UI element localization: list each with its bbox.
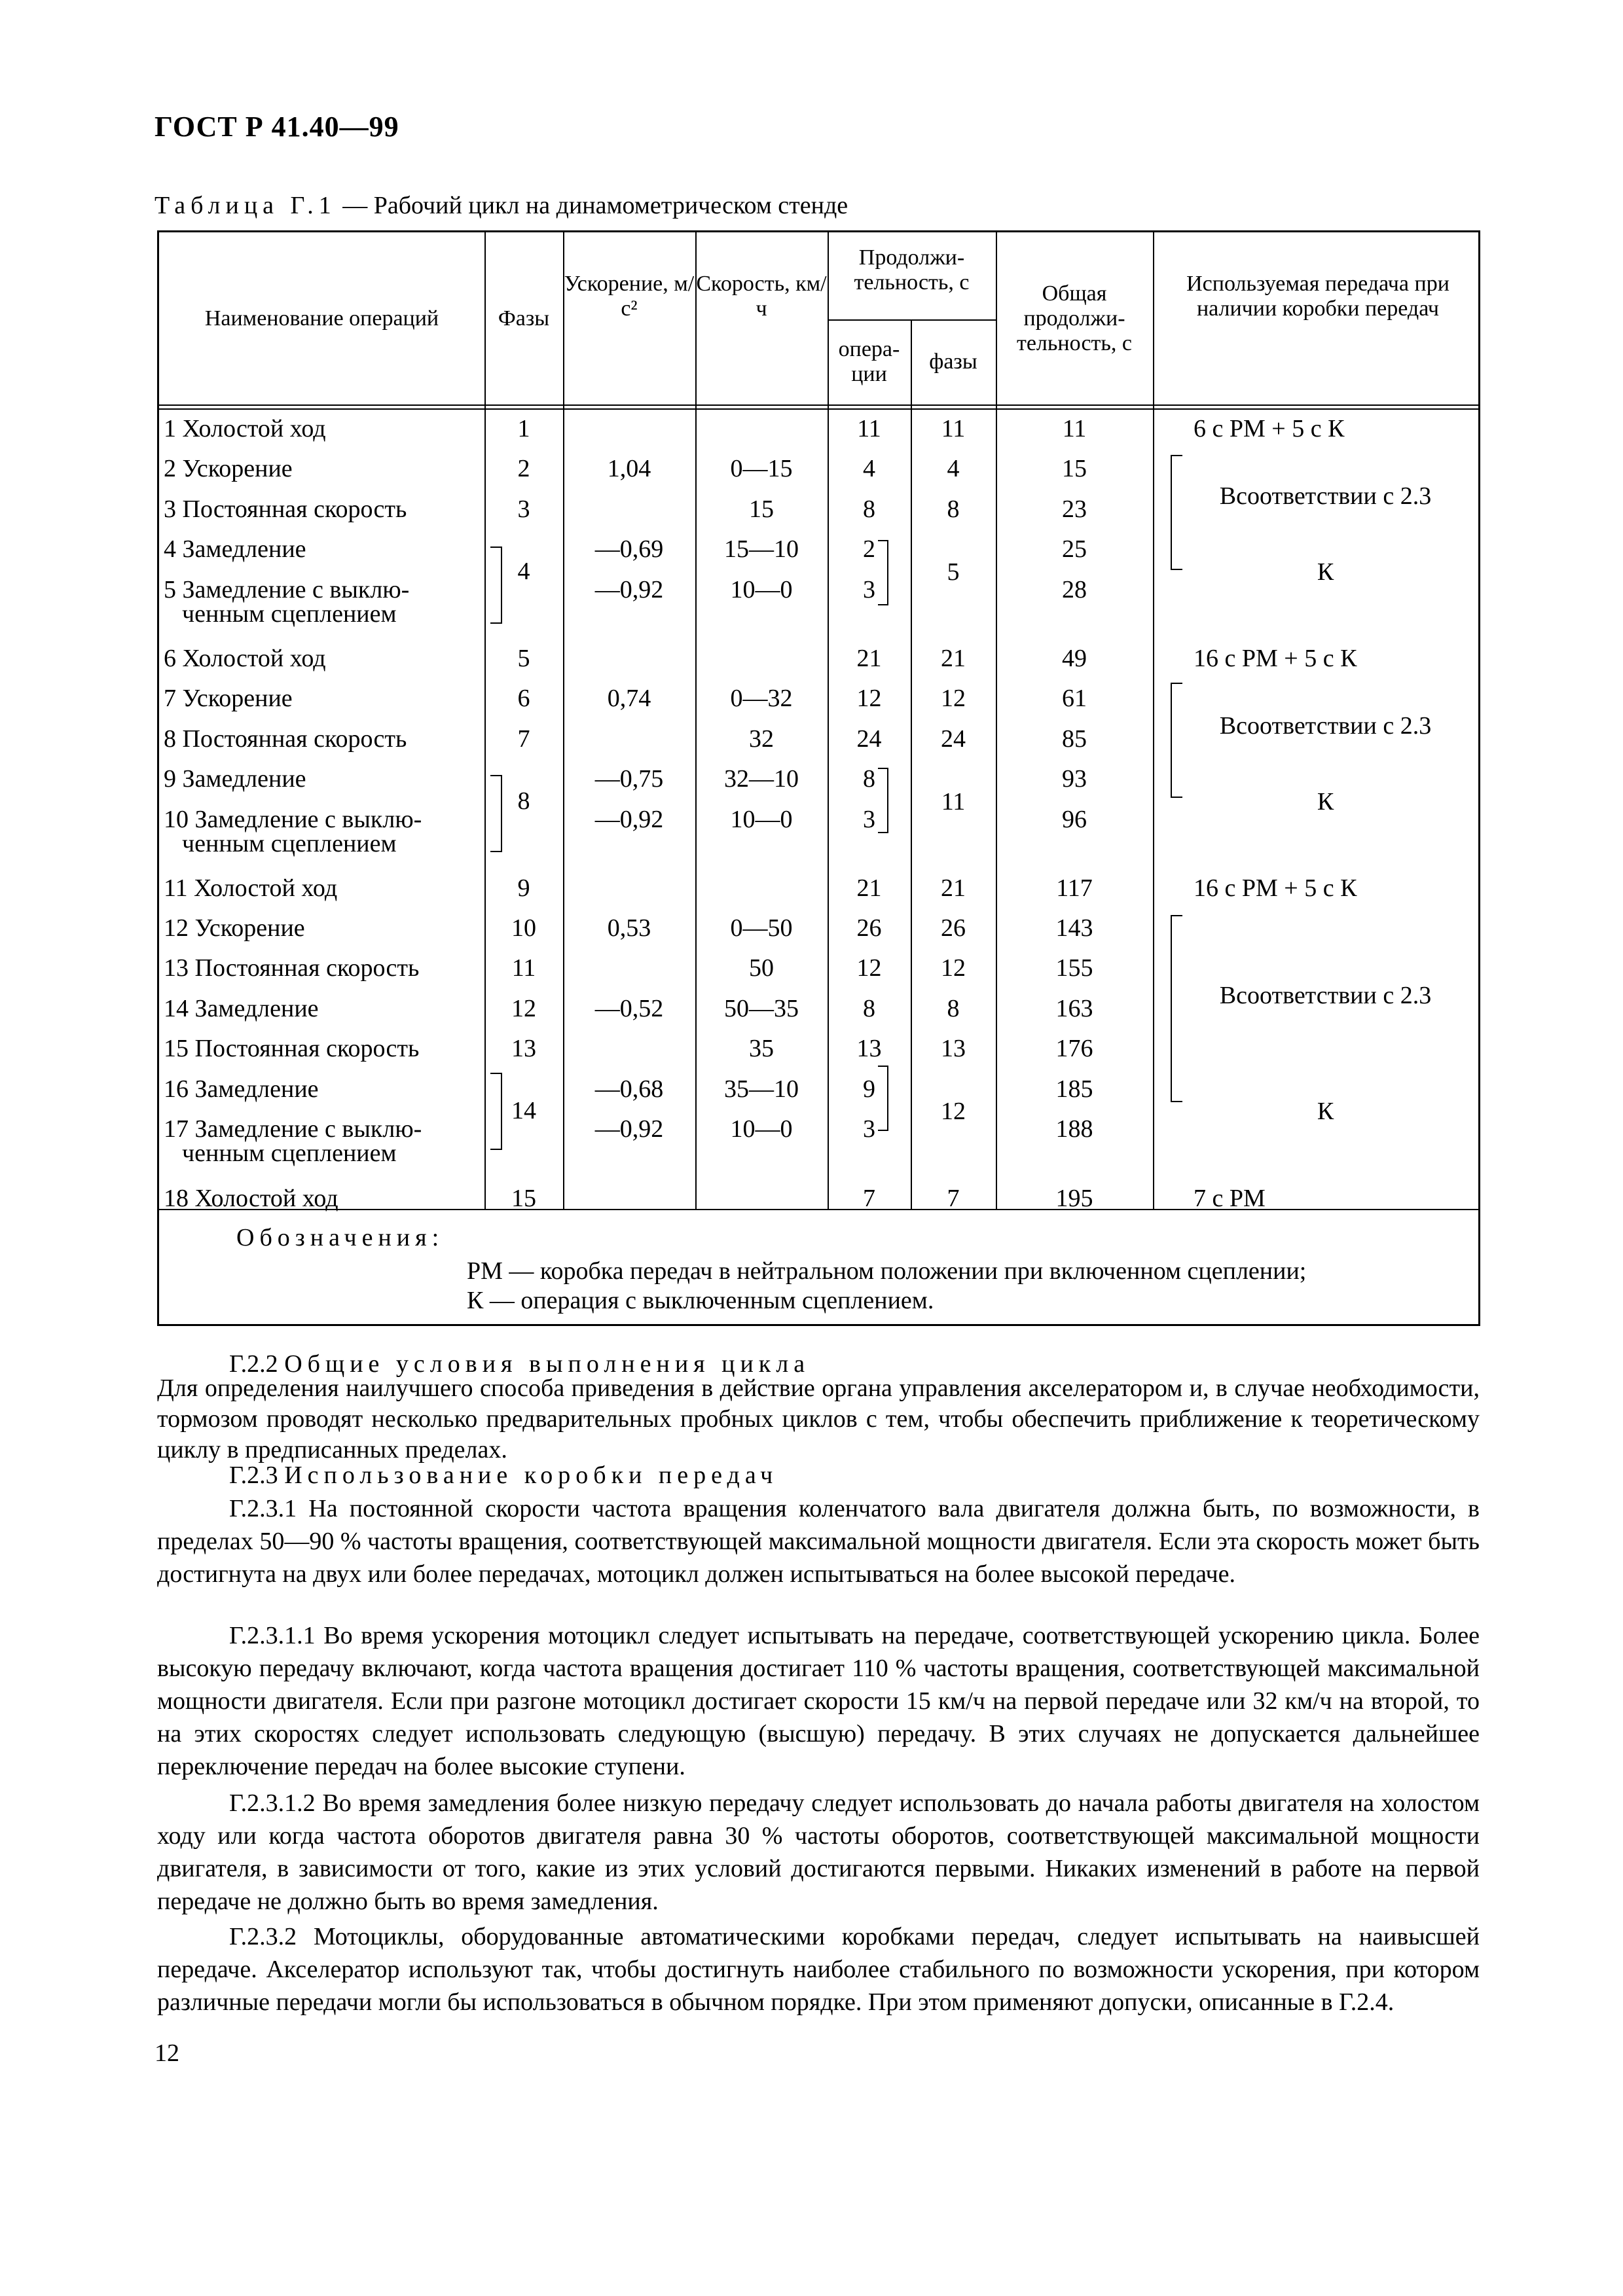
op-cell: 8 — [863, 495, 875, 523]
paragraph-g231: Г.2.3.1 На постоянной скорости частота вращения коленчатого вала двигателя должна быть, по возможности, в пределах 50—90 % частоты вращения, соответствующей максимальной мощности двигателя. Если эта скорость может быть достигнута на двух или более передачах, мотоцикл должен испытываться на более высокой передаче. — [157, 1495, 1480, 1588]
speed-cell: 10—0 — [730, 576, 793, 603]
phase-cell: 2 — [517, 455, 530, 482]
gear-cell: 7 с РМ — [1194, 1185, 1266, 1212]
phase-duration-cell: 12 — [941, 1098, 966, 1125]
speed-cell: 10—0 — [730, 1115, 793, 1143]
total-cell: 15 — [1062, 455, 1087, 482]
op-cell: 8 — [863, 765, 875, 793]
paragraph-g22: Для определения наилучшего способа приведения в действие органа управления акселератором и, в случае необходимости, тормозом проводят несколько предварительных пробных циклов с тем, чтобы обеспечить приближение к теоретическому циклу в предписанных пределах. — [157, 1374, 1480, 1463]
speed-cell: 35—10 — [724, 1075, 799, 1103]
phase-duration-cell: 11 — [941, 415, 966, 442]
op-cell: 24 — [856, 725, 882, 753]
op-cell: 8 — [863, 995, 875, 1022]
phase-cell: 7 — [517, 725, 530, 753]
header-duration: Продолжи-тельность, с — [854, 245, 970, 295]
phase-cell: 3 — [517, 495, 530, 523]
op-cell: 3 — [863, 1115, 875, 1143]
header-acceleration: Ускорение, м/с² — [564, 272, 695, 321]
op-cell: 3 — [863, 806, 875, 833]
speed-cell: 50 — [749, 954, 774, 982]
op-cell: 21 — [856, 874, 882, 902]
operation-name: 6 Холостой ход — [164, 645, 326, 672]
op-cell: 3 — [863, 576, 875, 603]
phase-cell: 4 — [517, 558, 530, 585]
total-cell: 28 — [1062, 576, 1087, 603]
phase-cell: 12 — [511, 995, 536, 1022]
gear-cell: Всоответствии с 2.3 — [1219, 712, 1432, 740]
phase-cell: 14 — [511, 1097, 536, 1124]
operation-name-line1: 17 Замедление с выклю- — [164, 1115, 422, 1143]
gear-cell: К — [1317, 788, 1334, 816]
header-duration-operation: опера-ции — [838, 337, 900, 386]
total-cell: 25 — [1062, 535, 1087, 563]
accel-cell: —0,68 — [594, 1075, 664, 1103]
header-phase: Фазы — [498, 306, 550, 331]
total-cell: 185 — [1055, 1075, 1093, 1103]
phase-cell: 11 — [511, 954, 536, 982]
operation-name — [164, 806, 478, 855]
phase-duration-cell: 13 — [941, 1035, 966, 1062]
page-number: 12 — [155, 2039, 179, 2067]
table-caption — [155, 191, 848, 220]
gear-cell: 16 с РМ + 5 с К — [1194, 645, 1357, 672]
total-cell: 188 — [1055, 1115, 1093, 1143]
operation-name: 12 Ускорение — [164, 914, 305, 942]
accel-cell: 0,53 — [607, 914, 651, 942]
op-cell: 9 — [863, 1075, 875, 1103]
op-cell: 12 — [856, 954, 882, 982]
header-speed: Скорость, км/ч — [696, 272, 827, 321]
op-cell: 11 — [857, 415, 881, 442]
operation-name — [164, 1115, 478, 1167]
phase-cell: 9 — [517, 874, 530, 902]
total-cell: 85 — [1062, 725, 1087, 753]
total-cell: 93 — [1062, 765, 1087, 793]
speed-cell: 15—10 — [724, 535, 799, 563]
phase-duration-cell: 12 — [941, 954, 966, 982]
phase-duration-cell: 26 — [941, 914, 966, 942]
accel-cell: —0,92 — [594, 806, 664, 833]
paragraph-g2311: Г.2.3.1.1 Во время ускорения мотоцикл следует испытывать на передаче, соответствующей ускорению цикла. Более высокую передачу включают, когда частота вращения достигает 110 % частоты вращения, соответствующей максимальной мощности двигателя. Если при разгоне мотоцикл достигает скорости 15 км/ч на первой передаче или 32 км/ч на второй, то на этих скоростях следует использовать следующую (высшую) передачу. В этих случаях не допускается дальнейшее переключение передач на более высокие ступени. — [157, 1622, 1480, 1780]
speed-cell: 15 — [749, 495, 774, 523]
operation-name-line2: ченным сцеплением — [182, 830, 397, 857]
op-cell: 12 — [856, 685, 882, 712]
section-g23-title: Использование коробки передач — [284, 1462, 778, 1489]
total-cell: 176 — [1055, 1035, 1093, 1062]
speed-cell: 0—50 — [730, 914, 793, 942]
total-cell: 49 — [1062, 645, 1087, 672]
header-operation: Наименование операций — [204, 306, 439, 331]
notes-line-pm: РМ — коробка передач в нейтральном положении при включенном сцеплении; — [467, 1257, 1307, 1285]
operation-name: 18 Холостой ход — [164, 1185, 338, 1212]
section-g23-heading — [229, 1461, 778, 1490]
speed-cell: 0—32 — [730, 685, 793, 712]
operation-name: 11 Холостой ход — [164, 874, 338, 902]
speed-cell: 0—15 — [730, 455, 793, 482]
accel-cell: —0,92 — [594, 576, 664, 603]
operation-name-line1: 10 Замедление с выклю- — [164, 806, 422, 833]
total-cell: 23 — [1062, 495, 1087, 523]
gear-cell: К — [1317, 558, 1334, 586]
phase-cell: 15 — [511, 1185, 536, 1212]
operation-name: 4 Замедление — [164, 535, 306, 563]
operation-name: 7 Ускорение — [164, 685, 293, 712]
phase-duration-cell: 11 — [941, 788, 966, 816]
phase-duration-cell: 5 — [947, 558, 960, 586]
operation-name — [164, 576, 478, 628]
total-cell: 195 — [1055, 1185, 1093, 1212]
op-cell: 7 — [863, 1185, 875, 1212]
total-cell: 96 — [1062, 806, 1087, 833]
op-cell: 26 — [856, 914, 882, 942]
operation-name: 9 Замедление — [164, 765, 306, 793]
operation-name: 14 Замедление — [164, 995, 319, 1022]
paragraph-g2312: Г.2.3.1.2 Во время замедления более низкую передачу следует использовать до начала работы двигателя на холостом ходу или когда частота оборотов двигателя равна 30 % частоты оборотов, соответствующей максимальной мощности двигателя, в зависимости от того, какие из этих условий достигаются первыми. Никаких изменений в работе на первой передаче не должно быть во время замедления. — [157, 1789, 1480, 1915]
speed-cell: 32 — [749, 725, 774, 753]
header-duration-phase: фазы — [929, 350, 977, 374]
total-cell: 155 — [1055, 954, 1093, 982]
accel-cell: —0,52 — [594, 995, 664, 1022]
notes-title: Обозначения: — [236, 1224, 445, 1251]
accel-cell: —0,75 — [594, 765, 664, 793]
accel-cell: 0,74 — [607, 685, 651, 712]
gear-cell: 6 с РМ + 5 с К — [1194, 415, 1345, 442]
operation-name: 1 Холостой ход — [164, 415, 326, 442]
speed-cell: 35 — [749, 1035, 774, 1062]
notes-line-k: К — операция с выключенным сцеплением. — [467, 1287, 934, 1314]
op-cell: 2 — [863, 535, 875, 563]
speed-cell: 50—35 — [724, 995, 799, 1022]
table-caption-text: Рабочий цикл на динамометрическом стенде — [373, 192, 848, 219]
accel-cell: 1,04 — [607, 455, 651, 482]
total-cell: 117 — [1056, 874, 1093, 902]
op-cell: 13 — [856, 1035, 882, 1062]
table-caption-label: Таблица Г.1 — [155, 192, 337, 219]
phase-duration-cell: 4 — [947, 455, 960, 482]
speed-cell: 10—0 — [730, 806, 793, 833]
phase-cell: 13 — [511, 1035, 536, 1062]
gear-cell: 16 с РМ + 5 с К — [1194, 874, 1357, 902]
gear-cell: Всоответствии с 2.3 — [1219, 982, 1432, 1009]
operation-name-line2: ченным сцеплением — [182, 600, 397, 628]
phase-duration-cell: 8 — [947, 495, 960, 523]
total-cell: 61 — [1062, 685, 1087, 712]
header-gear: Используемая передача при наличии коробки передач — [1186, 272, 1450, 321]
section-g23-number: Г.2.3 — [229, 1462, 278, 1489]
phase-cell: 8 — [517, 787, 530, 815]
section-g22-title: Общие условия выполнения цикла — [284, 1350, 811, 1378]
operation-name-line2: ченным сцеплением — [182, 1139, 397, 1167]
phase-cell: 5 — [517, 645, 530, 672]
total-cell: 11 — [1062, 415, 1087, 442]
operation-name: 2 Ускорение — [164, 455, 293, 482]
speed-cell: 32—10 — [724, 765, 799, 793]
op-cell: 4 — [863, 455, 875, 482]
phase-duration-cell: 7 — [947, 1185, 960, 1212]
phase-duration-cell: 12 — [941, 685, 966, 712]
operation-name: 13 Постоянная скорость — [164, 954, 420, 982]
phase-cell: 10 — [511, 914, 536, 942]
operation-name: 3 Постоянная скорость — [164, 495, 407, 523]
op-cell: 21 — [856, 645, 882, 672]
operation-name: 16 Замедление — [164, 1075, 319, 1103]
accel-cell: —0,92 — [594, 1115, 664, 1143]
work-cycle-table — [157, 230, 1480, 1326]
phase-duration-cell: 21 — [941, 645, 966, 672]
table-caption-sep: — — [342, 192, 368, 219]
total-cell: 163 — [1055, 995, 1093, 1022]
section-g22-number: Г.2.2 — [229, 1350, 278, 1378]
gear-cell: К — [1317, 1098, 1334, 1125]
document-code: ГОСТ Р 41.40—99 — [155, 111, 399, 143]
phase-cell: 1 — [517, 415, 530, 442]
phase-duration-cell: 8 — [947, 995, 960, 1022]
operation-name-line1: 5 Замедление с выклю- — [164, 576, 410, 603]
paragraph-g232: Г.2.3.2 Мотоциклы, оборудованные автоматическими коробками передач, следует испытывать на наивысшей передаче. Акселератор используют так, чтобы достигнуть наиболее стабильного по возможности ускорения, при котором различные передачи могли бы использоваться в обычном порядке. При этом применяют допуски, описанные в Г.2.4. — [157, 1923, 1480, 2016]
header-total-duration: Общая продолжи-тельность, с — [1016, 281, 1132, 355]
operation-name: 8 Постоянная скорость — [164, 725, 407, 753]
total-cell: 143 — [1055, 914, 1093, 942]
operation-name: 15 Постоянная скорость — [164, 1035, 420, 1062]
accel-cell: —0,69 — [594, 535, 664, 563]
phase-duration-cell: 21 — [941, 874, 966, 902]
phase-cell: 6 — [517, 685, 530, 712]
gear-cell: Всоответствии с 2.3 — [1219, 482, 1432, 510]
phase-duration-cell: 24 — [941, 725, 966, 753]
